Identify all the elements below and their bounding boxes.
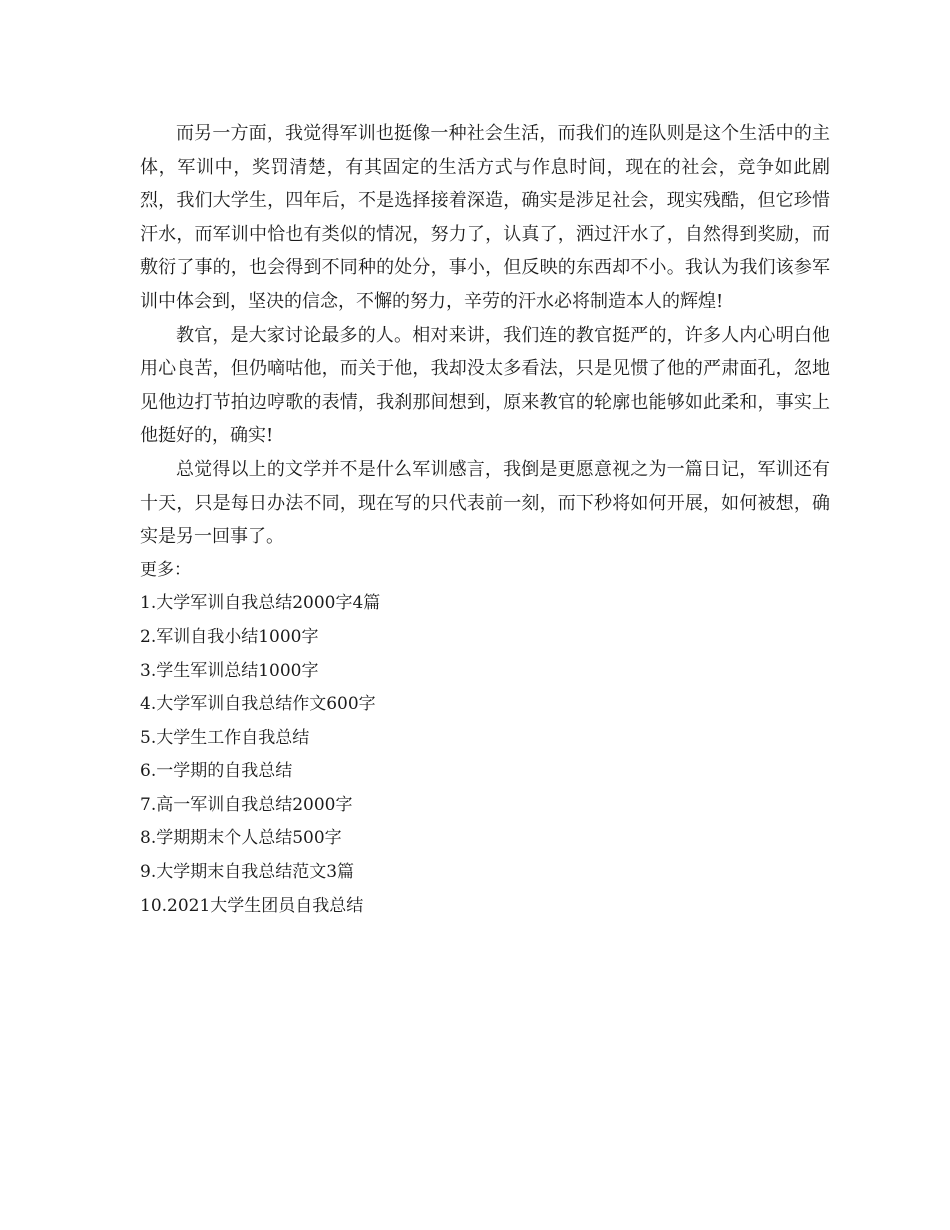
related-link-8[interactable]: 8.学期期末个人总结500字 xyxy=(140,828,342,849)
document-page xyxy=(140,117,830,923)
related-link-10[interactable]: 10.2021大学生团员自我总结 xyxy=(140,895,364,916)
body-paragraph-1: 而另一方面，我觉得军训也挺像一种社会生活，而我们的连队则是这个生活中的主体，军训中，奖罚清楚，有其固定的生活方式与作息时间，现在的社会，竞争如此剧烈，我们大学生，四年后，不是选择接着深造，确实是涉足社会，现实残酷，但它珍惜汗水，而军训中恰也有类似的情况，努力了，认真了，洒过汗水了，自然得到奖励，而敷衍了事的，也会得到不同种的处分，事小，但反映的东西却不小。我认为我们该参军训中体会到，坚决的信念，不懈的努力，辛劳的汗水必将制造本人的辉煌! xyxy=(140,123,830,312)
related-link-7[interactable]: 7.高一军训自我总结2000字 xyxy=(140,794,353,815)
body-paragraph-3: 总觉得以上的文学并不是什么军训感言，我倒是更愿意视之为一篇日记，军训还有十天，只是每日办法不同，现在写的只代表前一刻，而下秒将如何开展，如何被想，确实是另一回事了。 xyxy=(140,458,830,548)
related-links-list xyxy=(140,587,830,923)
body-paragraph-2: 教官，是大家讨论最多的人。相对来讲，我们连的教官挺严的，许多人内心明白他用心良苦，但仍嘀咕他，而关于他，我却没太多看法，只是见惯了他的严肃面孔，忽地见他边打节拍边哼歌的表情，我刹那间想到，原来教官的轮廓也能够如此柔和，事实上他挺好的，确实! xyxy=(140,324,830,447)
more-label: 更多： xyxy=(140,559,191,580)
related-link-1[interactable]: 1.大学军训自我总结2000字4篇 xyxy=(140,593,381,614)
related-link-3[interactable]: 3.学生军训总结1000字 xyxy=(140,660,319,681)
related-link-5[interactable]: 5.大学生工作自我总结 xyxy=(140,727,310,748)
related-link-9[interactable]: 9.大学期末自我总结范文3篇 xyxy=(140,862,355,883)
related-link-4[interactable]: 4.大学军训自我总结作文600字 xyxy=(140,694,376,715)
related-link-2[interactable]: 2.军训自我小结1000字 xyxy=(140,626,319,647)
related-link-6[interactable]: 6.一学期的自我总结 xyxy=(140,761,293,782)
